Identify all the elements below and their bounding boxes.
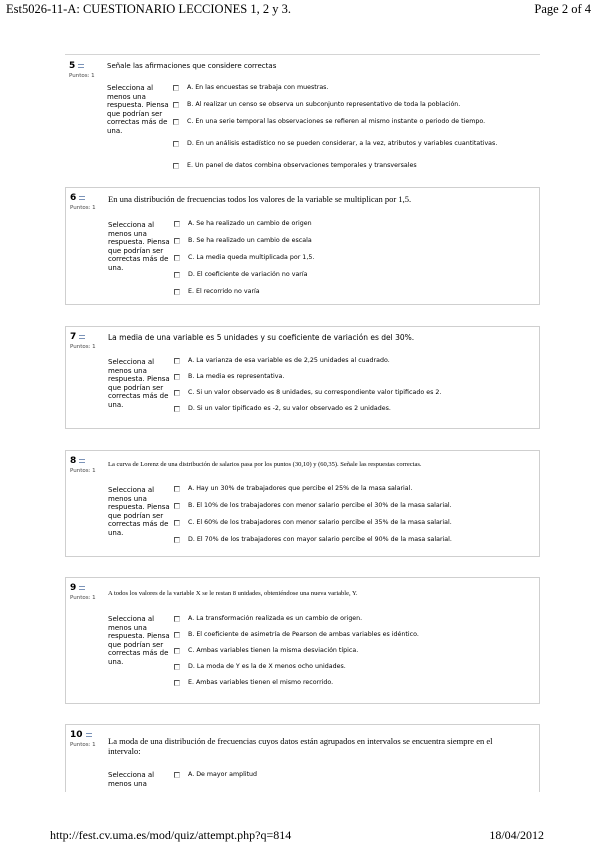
question-number: 8: [70, 456, 85, 466]
question-9: [65, 577, 540, 704]
options-list: [174, 485, 519, 548]
question-number: 6: [70, 193, 85, 203]
option[interactable]: C. En una serie temporal las observaciones se refieren al mismo instante o periodo de tiempo.: [173, 118, 520, 140]
options-list: [174, 615, 519, 691]
question-number: 9: [70, 583, 85, 593]
flag-icon[interactable]: [79, 459, 85, 463]
option[interactable]: E. El recorrido no varía: [174, 288, 519, 300]
option[interactable]: A. Se ha realizado un cambio de origen: [174, 220, 519, 237]
checkbox[interactable]: [174, 632, 180, 638]
checkbox[interactable]: [173, 102, 179, 108]
option[interactable]: A. En las encuestas se trabaja con muestras.: [173, 84, 520, 101]
answer-prompt: Selecciona al menos una respuesta. Piensa que podrían ser correctas más de una.: [108, 358, 170, 409]
question-number: 10: [70, 730, 92, 740]
page-url: http://fest.cv.uma.es/mod/quiz/attempt.php?q=814: [50, 828, 292, 842]
option[interactable]: E. Ambas variables tienen el mismo recorrido.: [174, 679, 519, 691]
answer-prompt: Selecciona al menos una respuesta. Piensa que podrían ser correctas más de una.: [108, 486, 170, 537]
question-7: [65, 326, 540, 429]
question-8: [65, 450, 540, 557]
option[interactable]: D. El 70% de los trabajadores con mayor salario percibe el 90% de la masa salarial.: [174, 536, 519, 548]
checkbox[interactable]: [173, 85, 179, 91]
option[interactable]: C. Ambas variables tienen la misma desviación típica.: [174, 647, 519, 663]
question-points: Puntos: 1: [70, 742, 96, 748]
option[interactable]: B. La media es representativa.: [174, 373, 519, 389]
flag-icon[interactable]: [79, 196, 85, 200]
page-footer: [50, 828, 544, 844]
question-stem: Señale las afirmaciones que considere correctas: [107, 62, 277, 70]
checkbox[interactable]: [174, 221, 180, 227]
flag-icon[interactable]: [79, 586, 85, 590]
option[interactable]: D. La moda de Y es la de X menos ocho unidades.: [174, 663, 519, 679]
checkbox[interactable]: [174, 537, 180, 543]
question-points: Puntos: 1: [69, 73, 95, 79]
options-list: [174, 220, 519, 300]
option[interactable]: B. Al realizar un censo se observa un subconjunto representativo de toda la población.: [173, 101, 520, 118]
question-points: Puntos: 1: [70, 344, 96, 350]
question-stem: En una distribución de frecuencias todos los valores de la variable se multiplican por 1,5.: [108, 194, 412, 204]
checkbox[interactable]: [174, 374, 180, 380]
option[interactable]: A. La varianza de esa variable es de 2,25 unidades al cuadrado.: [174, 357, 519, 373]
flag-icon[interactable]: [86, 733, 92, 737]
checkbox[interactable]: [174, 503, 180, 509]
checkbox[interactable]: [174, 238, 180, 244]
checkbox[interactable]: [174, 772, 180, 778]
options-list: [174, 771, 519, 783]
options-list: [174, 357, 519, 417]
question-stem: La curva de Lorenz de una distribución de salarios pasa por los puntos (30,10) y (60,35). Señale las respuestas correctas.: [108, 461, 422, 468]
question-points: Puntos: 1: [70, 595, 96, 601]
option[interactable]: C. El 60% de los trabajadores con menor salario percibe el 35% de la masa salarial.: [174, 519, 519, 536]
checkbox[interactable]: [173, 141, 179, 147]
checkbox[interactable]: [174, 680, 180, 686]
option[interactable]: B. El 10% de los trabajadores con menor salario percibe el 30% de la masa salarial.: [174, 502, 519, 519]
checkbox[interactable]: [174, 648, 180, 654]
option[interactable]: C. La media queda multiplicada por 1,5.: [174, 254, 519, 271]
answer-prompt: Selecciona al menos una respuesta. Piensa que podrían ser correctas más de una.: [108, 221, 170, 272]
question-10: [65, 724, 540, 792]
option[interactable]: B. Se ha realizado un cambio de escala: [174, 237, 519, 254]
document-title: Est5026-11-A: CUESTIONARIO LECCIONES 1, 2 y 3.: [6, 2, 291, 16]
answer-prompt: Selecciona al menos una: [108, 771, 155, 788]
divider: [65, 54, 540, 55]
option[interactable]: D. El coeficiente de variación no varía: [174, 271, 519, 288]
checkbox[interactable]: [174, 272, 180, 278]
question-points: Puntos: 1: [70, 205, 96, 211]
option[interactable]: B. El coeficiente de asimetría de Pearson de ambas variables es idéntico.: [174, 631, 519, 647]
question-5: [65, 56, 540, 180]
answer-prompt: Selecciona al menos una respuesta. Piensa que podrían ser correctas más de una.: [107, 84, 169, 135]
checkbox[interactable]: [173, 163, 179, 169]
option[interactable]: A. La transformación realizada es un cambio de origen.: [174, 615, 519, 631]
checkbox[interactable]: [174, 406, 180, 412]
checkbox[interactable]: [173, 119, 179, 125]
checkbox[interactable]: [174, 616, 180, 622]
checkbox[interactable]: [174, 289, 180, 295]
checkbox[interactable]: [174, 520, 180, 526]
option[interactable]: A. Hay un 30% de trabajadores que percibe el 25% de la masa salarial.: [174, 485, 519, 502]
flag-icon[interactable]: [79, 335, 85, 339]
options-list: [173, 84, 520, 174]
page-header: [6, 2, 591, 18]
question-number: 5: [69, 61, 84, 71]
answer-prompt: Selecciona al menos una respuesta. Piensa que podrían ser correctas más de una.: [108, 615, 170, 666]
print-date: 18/04/2012: [489, 828, 544, 842]
checkbox[interactable]: [174, 390, 180, 396]
option[interactable]: D. Si un valor tipificado es -2, su valor observado es 2 unidades.: [174, 405, 519, 417]
option[interactable]: C. Si un valor observado es 8 unidades, su correspondiente valor tipificado es 2.: [174, 389, 519, 405]
question-stem: La moda de una distribución de frecuencias cuyos datos están agrupados en intervalos se encuentra siempre en el intervalo:: [108, 736, 493, 756]
checkbox[interactable]: [174, 255, 180, 261]
checkbox[interactable]: [174, 664, 180, 670]
option[interactable]: A. De mayor amplitud: [174, 771, 519, 783]
checkbox[interactable]: [174, 358, 180, 364]
checkbox[interactable]: [174, 486, 180, 492]
option[interactable]: E. Un panel de datos combina observaciones temporales y transversales: [173, 162, 520, 174]
question-stem: La media de una variable es 5 unidades y su coeficiente de variación es del 30%.: [108, 333, 415, 342]
question-6: [65, 187, 540, 305]
question-number: 7: [70, 332, 85, 342]
option[interactable]: D. En un análisis estadístico no se pueden considerar, a la vez, atributos y variables cuantitativas.: [173, 140, 520, 162]
question-stem: A todos los valores de la variable X se le restan 8 unidades, obteniéndose una nueva variable, Y.: [108, 590, 358, 597]
page-indicator: Page 2 of 4: [534, 2, 591, 16]
question-points: Puntos: 1: [70, 468, 96, 474]
flag-icon[interactable]: [78, 64, 84, 68]
